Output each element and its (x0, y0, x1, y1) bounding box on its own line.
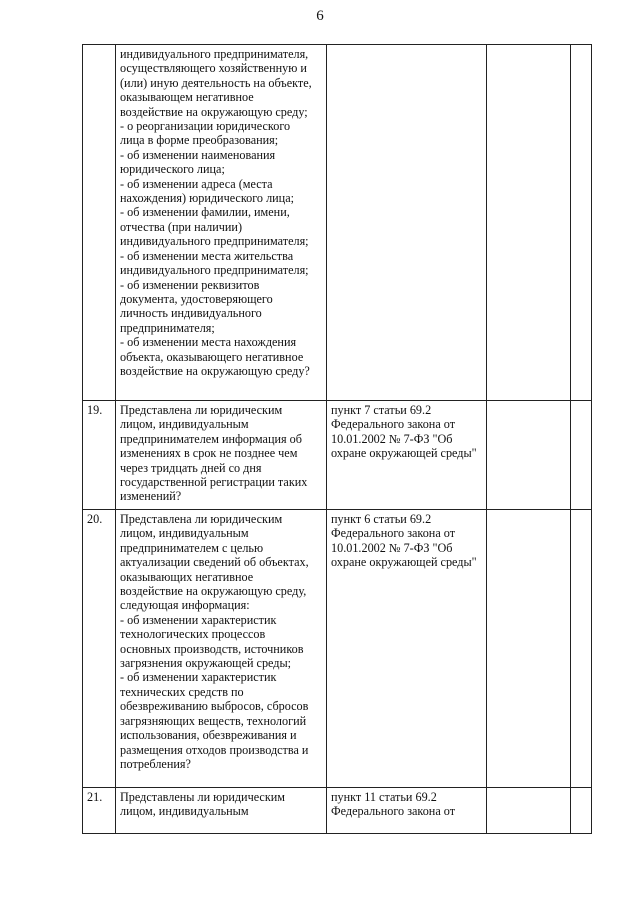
question-line: осуществляющего хозяйственную и (120, 61, 307, 76)
row-number (83, 45, 116, 401)
question-line: размещения отходов производства и (120, 742, 309, 757)
question-line: воздействие на окружающую среду; (120, 104, 308, 119)
reference-line: пункт 6 статьи 69.2 (331, 512, 432, 526)
table-row (83, 401, 592, 510)
question-line: - об изменении фамилии, имени, (120, 205, 290, 220)
reference-line: пункт 11 статьи 69.2 (331, 790, 437, 804)
question-line: (или) иную деятельность на объекте, (120, 75, 312, 90)
question-line: предпринимателем с целью (120, 540, 264, 555)
row-number: 20. (83, 510, 116, 788)
question-line: предпринимателем информация об (120, 431, 302, 446)
question-line: индивидуального предпринимателя, (120, 47, 309, 61)
question-line: лица в форме преобразования; (120, 133, 279, 148)
question-line: изменений? (120, 489, 182, 504)
question-line: потребления? (120, 756, 191, 771)
question-line: отчества (при наличии) (120, 219, 243, 234)
row-number: 21. (83, 788, 116, 834)
legal-reference-cell (327, 788, 487, 834)
reference-line: охране окружающей среды" (331, 446, 477, 461)
reference-line: охране окружающей среды" (331, 555, 477, 570)
question-line: документа, удостоверяющего (120, 291, 273, 306)
question-line: через тридцать дней со дня (120, 460, 262, 475)
question-line: личность индивидуального (120, 306, 262, 321)
question-line: Представлена ли юридическим (120, 403, 283, 417)
answer-cell[interactable] (487, 788, 571, 834)
question-line: Представлены ли юридическим (120, 790, 285, 804)
question-line: объекта, оказывающего негативное (120, 349, 304, 364)
question-line: лицом, индивидуальным (120, 526, 249, 541)
note-cell[interactable] (571, 401, 592, 510)
question-line: - об изменении характеристик (120, 612, 277, 627)
question-line: загрязнения окружающей среды; (120, 656, 292, 671)
table-row (83, 788, 592, 834)
question-line: юридического лица; (120, 162, 225, 177)
note-cell[interactable] (571, 510, 592, 788)
question-line: - об изменении характеристик (120, 670, 277, 685)
reference-line: 10.01.2002 № 7-ФЗ "Об (331, 431, 453, 446)
question-line: воздействие на окружающую среду? (120, 363, 310, 378)
checklist-table (82, 44, 592, 834)
question-line: следующая информация: (120, 598, 250, 613)
question-line: технических средств по (120, 684, 244, 699)
question-line: государственной регистрации таких (120, 475, 308, 490)
question-line: основных производств, источников (120, 641, 304, 656)
answer-cell[interactable] (487, 45, 571, 401)
legal-reference-cell (327, 45, 487, 401)
question-cell (116, 788, 327, 834)
question-line: индивидуального предпринимателя; (120, 263, 309, 278)
page-number: 6 (316, 8, 324, 24)
question-line: - об изменении реквизитов (120, 277, 260, 292)
table-row (83, 45, 592, 401)
question-line: актуализации сведений об объектах, (120, 555, 309, 570)
reference-line: Федерального закона от (331, 417, 456, 432)
question-line: индивидуального предпринимателя; (120, 234, 309, 249)
reference-line: Федерального закона от (331, 526, 456, 541)
question-line: лицом, индивидуальным (120, 804, 249, 819)
question-line: - о реорганизации юридического (120, 119, 291, 134)
question-cell (116, 401, 327, 510)
question-line: обезвреживанию выбросов, сбросов (120, 699, 309, 714)
legal-reference-cell (327, 510, 487, 788)
question-line: загрязняющих веществ, технологий (120, 713, 307, 728)
answer-cell[interactable] (487, 510, 571, 788)
question-line: - об изменении адреса (места (120, 176, 273, 191)
reference-line: Федерального закона от (331, 804, 456, 819)
reference-line: 10.01.2002 № 7-ФЗ "Об (331, 540, 453, 555)
question-line: - об изменении наименования (120, 147, 276, 162)
question-line: оказывающих негативное (120, 569, 254, 584)
question-line: использования, обезвреживания и (120, 728, 297, 743)
question-cell (116, 45, 327, 401)
answer-cell[interactable] (487, 401, 571, 510)
question-line: лицом, индивидуальным (120, 417, 249, 432)
legal-reference-cell (327, 401, 487, 510)
question-line: технологических процессов (120, 627, 266, 642)
question-line: Представлена ли юридическим (120, 512, 283, 526)
question-cell (116, 510, 327, 788)
question-line: - об изменении места нахождения (120, 335, 297, 350)
note-cell[interactable] (571, 788, 592, 834)
row-number: 19. (83, 401, 116, 510)
table-row (83, 510, 592, 788)
question-line: предпринимателя; (120, 320, 215, 335)
question-line: изменениях в срок не позднее чем (120, 446, 298, 461)
note-cell[interactable] (571, 45, 592, 401)
question-line: - об изменении места жительства (120, 248, 294, 263)
question-line: нахождения) юридического лица; (120, 191, 294, 206)
question-line: оказывающем негативное (120, 90, 254, 105)
reference-line: пункт 7 статьи 69.2 (331, 403, 432, 417)
question-line: воздействие на окружающую среду, (120, 584, 307, 599)
